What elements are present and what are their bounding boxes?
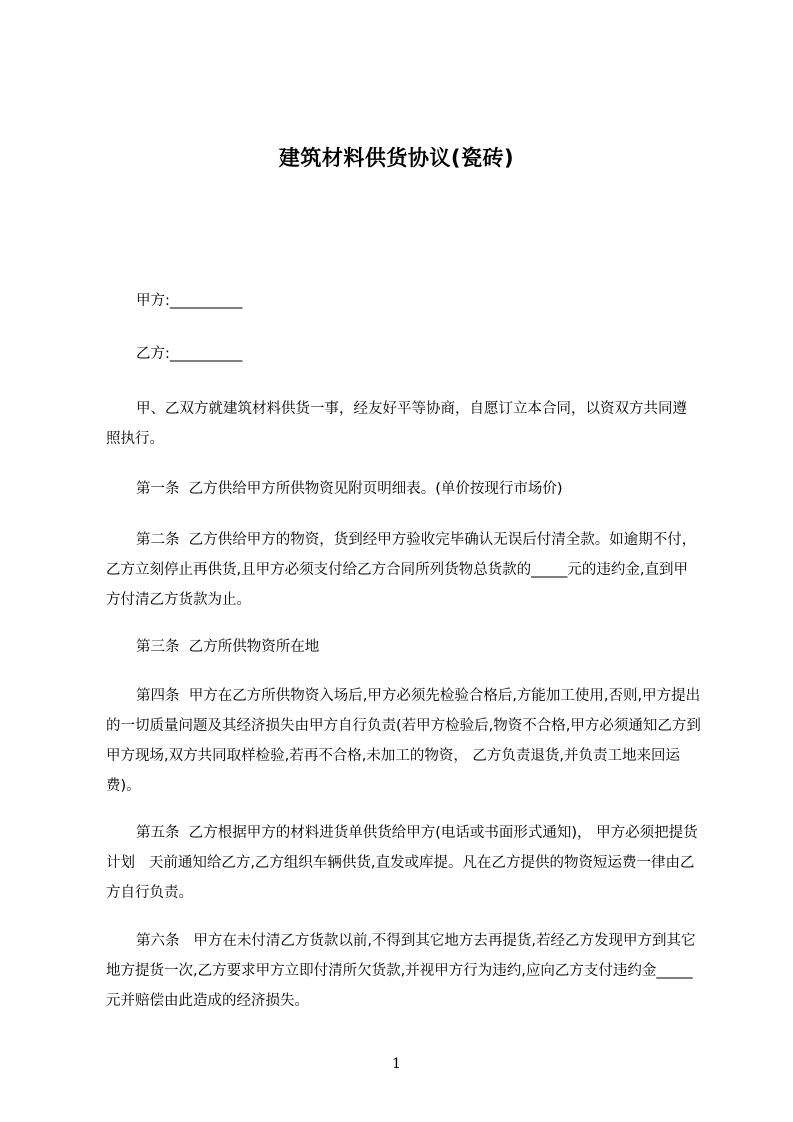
article-6: 第六条 甲方在未付清乙方货款以前,不得到其它地方去再提货,若经乙方发现甲方到其它地方提货一次,乙方要求甲方立即付清所欠货款,并视甲方行为违约,应向乙方支付违约金_____元并赔偿由此造成的经济损失。 [106, 933, 696, 1009]
article-5: 第五条 乙方根据甲方的材料进货单供货给甲方(电话或书面形式通知)， 甲方必须把提货计划 天前通知给乙方,乙方组织车辆供货,直发或库提。凡在乙方提供的物资短运费一律由乙方自行负责。 [106, 825, 698, 901]
party-a-line: 甲方:__________ [136, 293, 243, 309]
article-2: 第二条 乙方供给甲方的物资，货到经甲方验收完毕确认无误后付清全款。如逾期不付， 乙方立刻停止再供货,且甲方必须支付给乙方合同所列货物总货款的_____元的违约金,直到甲方付清乙方货款为止。 [106, 532, 706, 608]
intro-paragraph: 甲、乙双方就建筑材料供货一事，经友好平等协商，自愿订立本合同，以资双方共同遵照执行。 [106, 401, 687, 447]
party-b-line: 乙方:__________ [136, 346, 243, 362]
article-4: 第四条 甲方在乙方所供物资入场后,甲方必须先检验合格后,方能加工使用,否则,甲方提出的一切质量问题及其经济损失由甲方自行负责(若甲方检验后,物资不合格,甲方必须通知乙方到甲方现场,双方共同取样检验,若再不合格,未加工的物资， 乙方负责退货,并负责工地来回运费)。 [106, 688, 701, 794]
page-number: 1 [392, 1056, 401, 1072]
document-title: 建筑材料供货协议(瓷砖) [278, 146, 515, 170]
article-1: 第一条 乙方供给甲方所供物资见附页明细表。(单价按现行市场价) [136, 481, 563, 497]
article-3: 第三条 乙方所供物资所在地 [136, 639, 320, 655]
